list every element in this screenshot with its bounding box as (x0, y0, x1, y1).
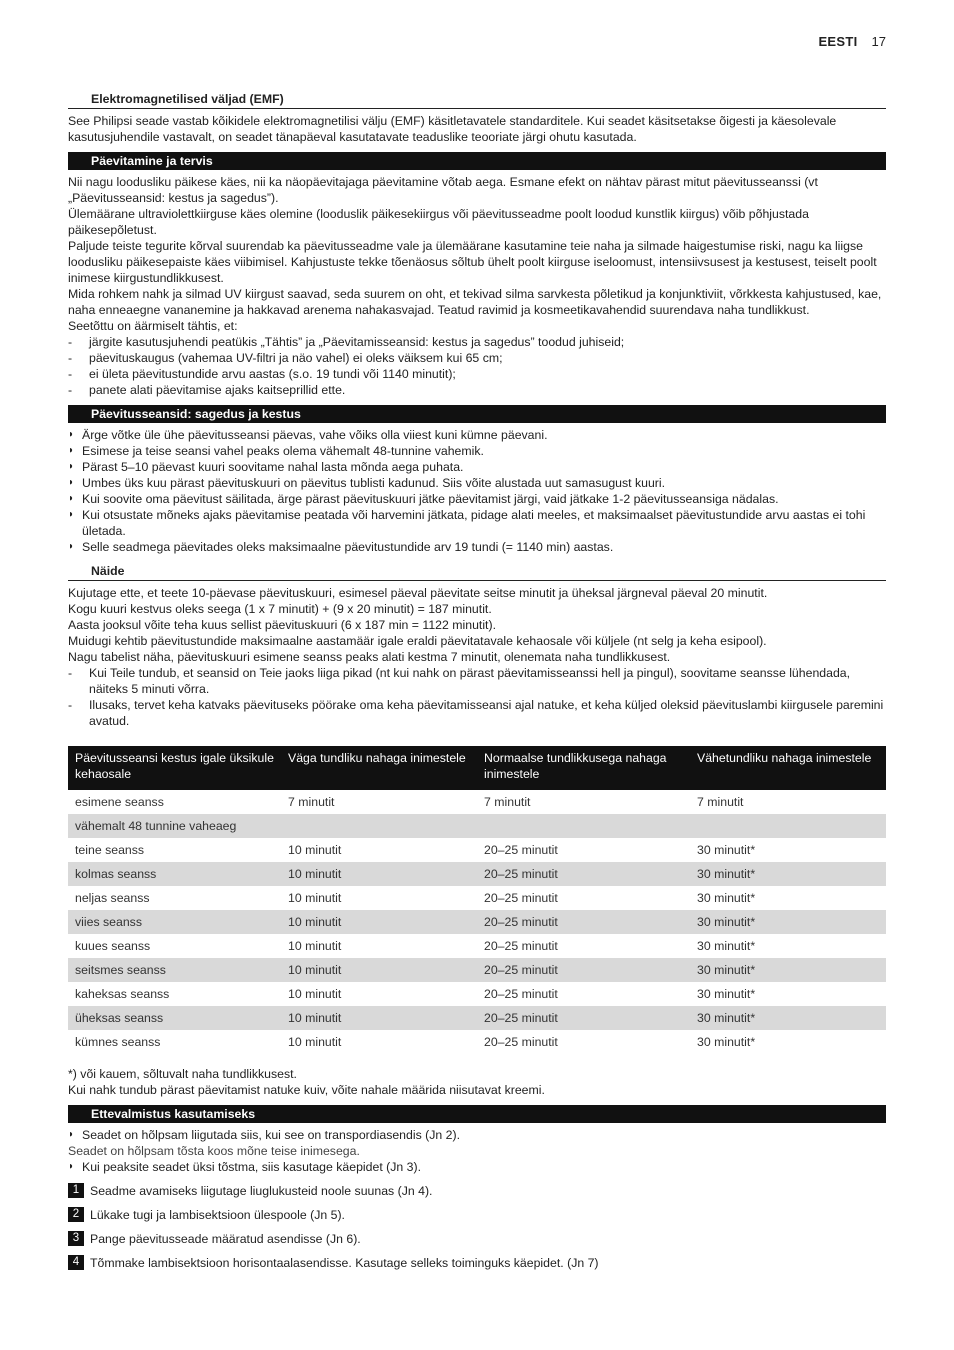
bullet-item (68, 459, 886, 475)
table-cell: esimene seanss (75, 795, 164, 809)
bullet-item (68, 1127, 886, 1143)
language-label: EESTI (818, 34, 858, 49)
bullet-text: Ärge võtke üle ühe päevitusseansi päevas, vahe võiks olla viiest kuni kümne päevani. (82, 428, 548, 442)
bullet-item (68, 443, 886, 459)
bullet-arrow-icon: ◗ (68, 445, 75, 456)
page-content (68, 91, 886, 1279)
session-table (68, 746, 886, 1054)
step-number: 2 (68, 1207, 84, 1222)
table-header-cell: Normaalse tundlikkusega nahaga inimestele (477, 746, 690, 790)
bullet-text: Kui peaksite seadet üksi tõstma, siis kasutage käepidet (Jn 3). (82, 1160, 422, 1174)
table-cell: 20–25 minutit (477, 1006, 690, 1030)
dash-item: - Ilusaks, tervet keha katvaks päevituseks pöörake oma keha päevitamisseansi ajal natuke, et keha küljed oleksid päevituslambi kiirgusele paremini avatud. (68, 697, 886, 729)
table-cell: 10 minutit (281, 910, 477, 934)
table-cell: 30 minutit* (690, 1006, 886, 1030)
bullet-text: Kui soovite oma päevitust säilitada, ärge pärast päevituskuuri jätke päevitamist järgi, vaid jätkake 1-2 päevitusseansiga nädalas. (82, 492, 779, 506)
step-number: 1 (68, 1183, 84, 1198)
bullet-text: Kui otsustate mõneks ajaks päevitamise peatada või harvemini jätkata, pidage alati meeles, et maksimaalset päevitustundide arvu aastas ei tohi ületada. (82, 508, 866, 538)
table-cell: vähemalt 48 tunnine vaheaeg (68, 814, 281, 838)
table-row (68, 1006, 886, 1030)
table-cell: 20–25 minutit (484, 939, 558, 953)
step-number: 4 (68, 1255, 84, 1270)
table-cell: 10 minutit (288, 843, 342, 857)
table-row (68, 790, 886, 814)
table-cell: 7 minutit (288, 795, 335, 809)
table-cell: 10 minutit (281, 862, 477, 886)
table-cell: kolmas seanss (68, 862, 281, 886)
note-text: Seadet on hõlpsam tõsta koos mõne teise inimesega. (68, 1144, 360, 1158)
paragraph: Aasta jooksul võite teha kuus sellist päevituskuuri (6 x 187 min = 1122 minutit). (68, 618, 496, 632)
numbered-step (68, 1231, 886, 1247)
table-cell: 30 minutit* (690, 862, 886, 886)
dash-item: - panete alati päevitamise ajaks kaitseprillid ette. (68, 382, 886, 398)
section-heading-example: Näide (68, 563, 886, 581)
table-row (68, 886, 886, 910)
table-cell: 30 minutit* (697, 843, 756, 857)
table-cell (477, 814, 690, 838)
table-cell: 20–25 minutit (477, 910, 690, 934)
table-footnote: Kui nahk tundub pärast päevitamist natuke kuiv, võite nahale määrida niisutavat kreemi. (68, 1083, 545, 1097)
table-cell: 20–25 minutit (484, 843, 558, 857)
paragraph: Ülemäärane ultraviolettkiirguse käes olemine (looduslik päikesekiirgus või päevitusseadme poolt loodud kunstlik kiirgus) võib põhjustada päikesepõletust. (68, 207, 809, 237)
table-header-cell: Päevitusseansi kestus igale üksikule kehaosale (68, 746, 281, 790)
paragraph: Seetõttu on äärmiselt tähtis, et: (68, 319, 238, 333)
table-cell: kuues seanss (75, 939, 151, 953)
table-cell: teine seanss (75, 843, 145, 857)
section-heading-health: Päevitamine ja tervis (68, 152, 886, 170)
page-header (818, 34, 886, 50)
table-cell: 30 minutit* (697, 939, 756, 953)
section-heading-preparation: Ettevalmistus kasutamiseks (68, 1105, 886, 1123)
table-cell: 10 minutit (288, 939, 342, 953)
table-cell: 10 minutit (288, 987, 342, 1001)
table-cell: kümnes seanss (75, 1035, 161, 1049)
table-footnote: *) või kauem, sõltuvalt naha tundlikkusest. (68, 1067, 297, 1081)
table-cell: kaheksas seanss (75, 987, 170, 1001)
table-row (68, 982, 886, 1006)
numbered-step (68, 1255, 886, 1271)
table-cell: seitsmes seanss (68, 958, 281, 982)
table-header-cell: Vähetundliku nahaga inimestele (690, 746, 886, 790)
bullet-arrow-icon: ◗ (68, 429, 75, 440)
section-heading-emf: Elektromagnetilised väljad (EMF) (68, 91, 886, 109)
bullet-item (68, 1159, 886, 1175)
table-cell: 20–25 minutit (477, 862, 690, 886)
paragraph: Kujutage ette, et teete 10-päevase päevituskuuri, esimesel päeval päevitate seitse minutit ja üheksal järgneval päeval 20 minutit. (68, 586, 768, 600)
table-row (68, 814, 886, 838)
table-cell: 10 minutit (281, 1006, 477, 1030)
step-text: Pange päevitusseade määratud asendisse (Jn 6). (90, 1232, 361, 1246)
dash-item: - päevituskaugus (vahemaa UV-filtri ja näo vahel) ei oleks väiksem kui 65 cm; (68, 350, 886, 366)
table-cell: viies seanss (68, 910, 281, 934)
table-cell: 30 minutit* (697, 1035, 756, 1049)
page-number: 17 (871, 34, 886, 49)
table-cell: 20–25 minutit (484, 1035, 558, 1049)
table-cell: 20–25 minutit (477, 958, 690, 982)
table-cell: 30 minutit* (697, 987, 756, 1001)
table-cell (690, 814, 886, 838)
bullet-arrow-icon: ◗ (68, 1161, 75, 1172)
bullet-arrow-icon: ◗ (68, 477, 75, 488)
table-cell: 20–25 minutit (484, 987, 558, 1001)
dash-item: - järgite kasutusjuhendi peatükis „Tähtis” ja „Päevitamisseansid: kestus ja sagedus” toodud juhiseid; (68, 334, 886, 350)
table-row (68, 862, 886, 886)
bullet-arrow-icon: ◗ (68, 461, 75, 472)
table-cell: 10 minutit (288, 1035, 342, 1049)
table-cell: 10 minutit (281, 958, 477, 982)
table-row (68, 934, 886, 958)
bullet-text: Seadet on hõlpsam liigutada siis, kui see on transpordiasendis (Jn 2). (82, 1128, 461, 1142)
step-number: 3 (68, 1231, 84, 1246)
dash-item: - Kui Teile tundub, et seansid on Teie jaoks liiga pikad (nt kui nahk on pärast päevitamisseanssi hell ja pingul), soovitame seansse lühendada, näiteks 5 minuti võrra. (68, 665, 886, 697)
table-header-cell: Väga tundliku nahaga inimestele (281, 746, 477, 790)
paragraph: Paljude teiste tegurite kõrval suurendab ka päevitusseadme vale ja ülemäärane kasutamine teie naha ja silmade haigestumise riski, nagu ka liigse loodusliku päikesepaiste käes viibimisel. Kahjustuste tekke tõenäosus sõltub ühelt poolt kiirguse iseloomust, intensiivsusest ja kestusest, teiselt poolt inimese kiirgustundlikkusest. (68, 239, 877, 285)
paragraph: Nagu tabelist näha, päevituskuuri esimene seanss peaks alati kestma 7 minutit, olenemata naha tundlikkusest. (68, 650, 671, 664)
paragraph: Mida rohkem nahk ja silmad UV kiirgust saavad, seda suurem on oht, et tekivad silma sarvkesta põletikud ja konjunktiviit, võrkkesta kahjustused, kae, naha enneaegne vananemine ja hakkavad arenema nahakasvajad. Teatud ravimid ja kosmeetikavahendid suurendava naha tundlikkust. (68, 287, 882, 317)
table-header-row (68, 746, 886, 790)
bullet-item (68, 427, 886, 443)
table-row (68, 838, 886, 862)
emf-text: See Philipsi seade vastab kõikidele elektromagnetilisi välju (EMF) käsitletavatele standarditele. Kui seadet käsitsetakse õigesti ja käesolevale kasutusjuhendile vastavalt, on seadet tänapäeval kasutatavate teaduslike teooriate järgi ohutu kasutada. (68, 114, 837, 144)
bullet-arrow-icon: ◗ (68, 1129, 75, 1140)
bullet-arrow-icon: ◗ (68, 493, 75, 504)
table-cell: üheksas seanss (68, 1006, 281, 1030)
table-row (68, 1030, 886, 1054)
bullet-text: Pärast 5–10 päevast kuuri soovitame nahal lasta mõnda aega puhata. (82, 460, 464, 474)
table-row (68, 910, 886, 934)
table-row (68, 958, 886, 982)
step-text: Seadme avamiseks liigutage liuglukusteid noole suunas (Jn 4). (90, 1184, 433, 1198)
table-cell (281, 814, 477, 838)
bullet-text: Esimese ja teise seansi vahel peaks olema vähemalt 48-tunnine vahemik. (82, 444, 484, 458)
section-heading-sessions: Päevitusseansid: sagedus ja kestus (68, 405, 886, 423)
step-text: Lükake tugi ja lambisektsioon ülespoole (Jn 5). (90, 1208, 345, 1222)
table-cell: neljas seanss (75, 891, 150, 905)
table-cell: 10 minutit (288, 891, 342, 905)
paragraph: Kogu kuuri kestvus oleks seega (1 x 7 minutit) + (9 x 20 minutit) = 187 minutit. (68, 602, 492, 616)
step-text: Tõmmake lambisektsioon horisontaalasendisse. Kasutage selleks toiminguks käepidet. (Jn 7) (90, 1256, 599, 1270)
numbered-step (68, 1183, 886, 1199)
bullet-text: Selle seadmega päevitades oleks maksimaalne päevitustundide arv 19 tundi (= 1140 min) aastas. (82, 540, 614, 554)
bullet-item (68, 475, 886, 491)
table-cell: 7 minutit (697, 795, 744, 809)
bullet-text: Umbes üks kuu pärast päevituskuuri on päevitus tublisti kadunud. Siis võite alustada uut samasugust kuuri. (82, 476, 666, 490)
bullet-item (68, 507, 886, 539)
bullet-item (68, 491, 886, 507)
bullet-arrow-icon: ◗ (68, 509, 75, 520)
table-cell: 7 minutit (484, 795, 531, 809)
bullet-item (68, 539, 886, 555)
table-cell: 30 minutit* (697, 891, 756, 905)
table-cell: 20–25 minutit (484, 891, 558, 905)
table-cell: 30 minutit* (690, 910, 886, 934)
bullet-arrow-icon: ◗ (68, 541, 75, 552)
paragraph: Muidugi kehtib päevitustundide maksimaalne aastamäär igale eraldi päevitatavale kehaosale või küljele (nt selg ja keha esipool). (68, 634, 767, 648)
table-cell: 30 minutit* (690, 958, 886, 982)
dash-item: - ei ületa päevitustundide arvu aastas (s.o. 19 tundi või 1140 minutit); (68, 366, 886, 382)
numbered-step (68, 1207, 886, 1223)
paragraph: Nii nagu loodusliku päikese käes, nii ka näopäevitajaga päevitamine võtab aega. Esmane efekt on nähtav pärast mitut päevitusseanssi (vt „Päevitusseansid: kestus ja sagedus”). (68, 175, 818, 205)
